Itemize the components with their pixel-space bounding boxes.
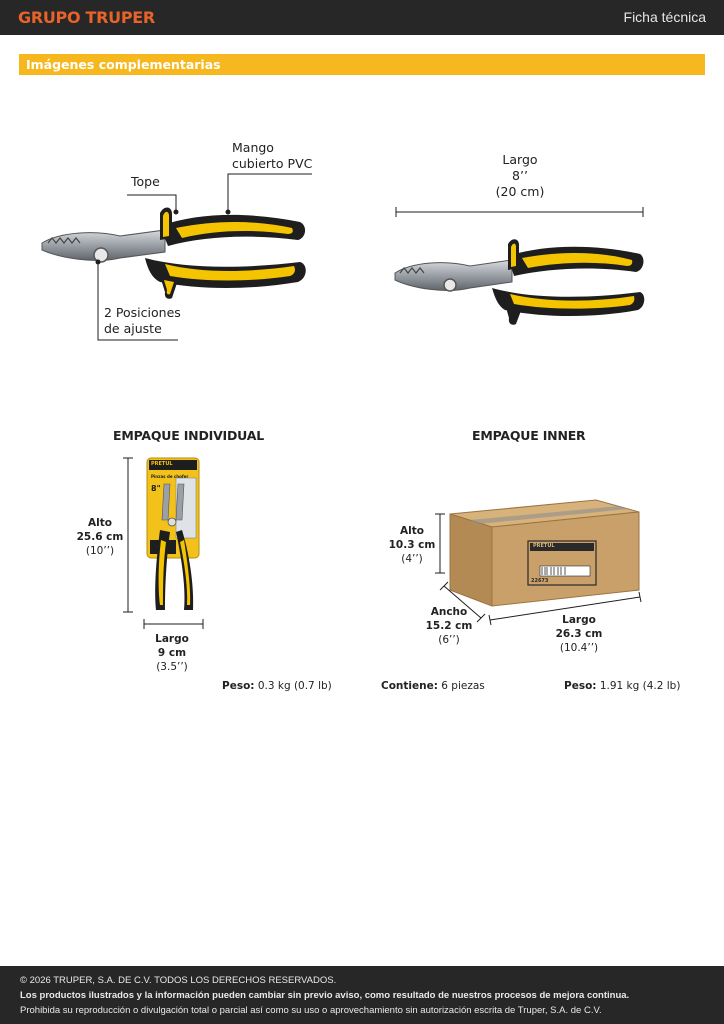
individual-pack-size: 8" [151, 484, 161, 493]
inner-contents-label: Contiene: [381, 680, 438, 692]
footer-copyright: © 2026 TRUPER, S.A. DE C.V. TODOS LOS DERECHOS RESERVADOS. [20, 975, 337, 986]
individual-largo-label: Largo [155, 633, 189, 645]
individual-weight-label: Peso: [222, 680, 255, 692]
inner-alto-cm: 10.3 cm [388, 539, 436, 551]
individual-alto-cm: 25.6 cm [76, 531, 124, 543]
document-type-label: Ficha técnica [623, 9, 706, 25]
inner-package-heading: EMPAQUE INNER [472, 428, 586, 443]
footer-bar [0, 966, 724, 1024]
individual-largo-cm: 9 cm [157, 647, 187, 659]
individual-package-heading: EMPAQUE INDIVIDUAL [113, 428, 264, 443]
brand-logo: GRUPO TRUPER [18, 8, 155, 27]
callout-mango-line1: Mango [232, 140, 274, 155]
inner-largo-in: (10.4’’) [559, 642, 599, 654]
inner-weight [564, 679, 680, 693]
inner-ancho-cm: 15.2 cm [425, 620, 473, 632]
callout-posiciones-line2: de ajuste [104, 321, 162, 336]
inner-largo-label: Largo [562, 614, 596, 626]
callout-mango-line2: cubierto PVC [232, 156, 313, 171]
inner-alto-in: (4’’) [401, 553, 423, 565]
callout-posiciones-line1: 2 Posiciones [104, 305, 181, 320]
inner-box-code: 22673 [531, 578, 549, 584]
footer-legal: Prohibida su reproducción o divulgación total o parcial así como su uso o aprovechamiento sin autorización escrita de Truper, S.A. de C.V. [20, 1005, 602, 1016]
length-title: Largo [502, 152, 538, 167]
inner-weight-value: 1.91 kg (4.2 lb) [599, 680, 681, 692]
individual-alto-in: (10’’) [85, 545, 115, 557]
inner-box-brand: PRETUL [533, 543, 555, 549]
length-cm: (20 cm) [495, 184, 545, 199]
inner-ancho-label: Ancho [430, 606, 468, 618]
individual-pack-title: Pinzas de chofer [151, 474, 189, 479]
inner-weight-label: Peso: [564, 680, 597, 692]
individual-pack-brand: PRETUL [151, 461, 173, 467]
footer-notice: Los productos ilustrados y la información pueden cambiar sin previo aviso, como resultado de nuestros procesos de mejora continua. [20, 990, 630, 1001]
length-inches: 8’’ [512, 168, 528, 183]
individual-alto-label: Alto [88, 517, 112, 529]
inner-contents [381, 679, 485, 693]
individual-largo-in: (3.5’’) [156, 661, 188, 673]
inner-contents-value: 6 piezas [441, 680, 485, 692]
individual-weight-value: 0.3 kg (0.7 lb) [257, 680, 332, 692]
inner-ancho-in: (6’’) [438, 634, 460, 646]
inner-alto-label: Alto [400, 525, 424, 537]
inner-largo-dimension [548, 613, 610, 655]
section-title: Imágenes complementarias [26, 57, 221, 72]
inner-largo-cm: 26.3 cm [555, 628, 603, 640]
callout-tope: Tope [131, 174, 160, 189]
inner-ancho-dimension [421, 605, 477, 647]
inner-alto-dimension [386, 524, 438, 566]
